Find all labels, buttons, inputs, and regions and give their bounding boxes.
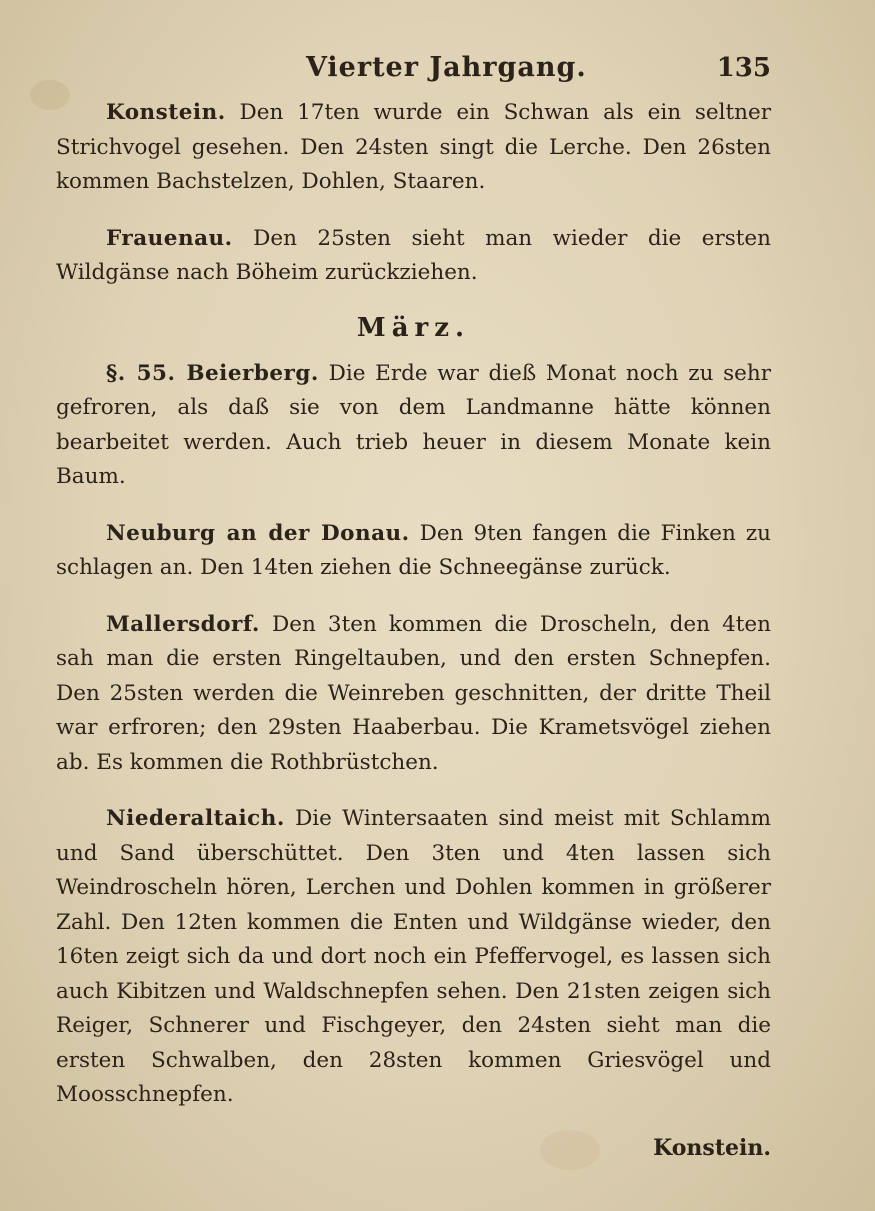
entry-beierberg bbox=[56, 357, 771, 495]
entry-text: Den 3ten kommen die Droscheln, den 4ten sah man die ersten Ringeltauben, und den ersten Schnepfen. Den 25sten werden die Weinreben geschnitten, der dritte Theil war erfroren; den 29sten Haaberbau. Die Krametsvögel ziehen ab. Es kommen die Rothbrüstchen. bbox=[56, 611, 771, 775]
entry-text: Den 9ten fangen die Finken zu schlagen an. Den 14ten ziehen die Schneegänse zurück. bbox=[56, 520, 772, 580]
place-name: Neuburg an der Donau. bbox=[106, 520, 410, 546]
place-name: Mallersdorf. bbox=[106, 611, 260, 637]
place-name: §. 55. Beierberg. bbox=[106, 360, 319, 386]
entry-frauenau bbox=[56, 222, 771, 291]
catchword: Konstein. bbox=[653, 1134, 771, 1161]
entry-neuburg bbox=[56, 517, 771, 586]
entry-konstein bbox=[56, 96, 771, 200]
place-name: Frauenau. bbox=[106, 225, 233, 251]
entry-mallersdorf bbox=[56, 608, 771, 781]
entry-text: Den 25sten sieht man wieder die ersten Wildgänse nach Böheim zurückziehen. bbox=[56, 225, 771, 285]
entry-text: Die Wintersaaten sind meist mit Schlamm und Sand überschüttet. Den 3ten und 4ten lassen sich Weindroscheln hören, Lerchen und Dohlen kommen in größerer Zahl. Den 12ten kommen die Enten und Wildgänse wieder, den 16ten zeigt sich da und dort noch ein Pfeffervogel, es lassen sich auch Kibitzen und Waldschnepfen sehen. Den 21sten zeigen sich Reiger, Schnerer und Fischgeyer, den 24sten sieht man die ersten Schwalben, den 28sten kommen Griesvögel und Moosschnepfen. bbox=[56, 806, 771, 1107]
page-number: 135 bbox=[716, 53, 771, 83]
place-name: Konstein. bbox=[106, 100, 226, 125]
running-head bbox=[56, 52, 771, 96]
month-heading: März. bbox=[356, 312, 471, 343]
running-title: Vierter Jahrgang. bbox=[305, 52, 587, 83]
place-name: Niederaltaich. bbox=[106, 806, 285, 831]
entry-text: Die Erde war dieß Monat noch zu sehr gefroren, als daß sie von dem Landmanne hätte können bearbeitet werden. Auch trieb heuer in diesem Monate kein Baum. bbox=[56, 360, 772, 489]
entry-text: Den 17ten wurde ein Schwan als ein seltner Strichvogel gesehen. Den 24sten singt die Lerche. Den 26sten kommen Bachstelzen, Dohlen, Staaren. bbox=[56, 100, 771, 194]
entry-niederaltaich bbox=[56, 802, 771, 1113]
